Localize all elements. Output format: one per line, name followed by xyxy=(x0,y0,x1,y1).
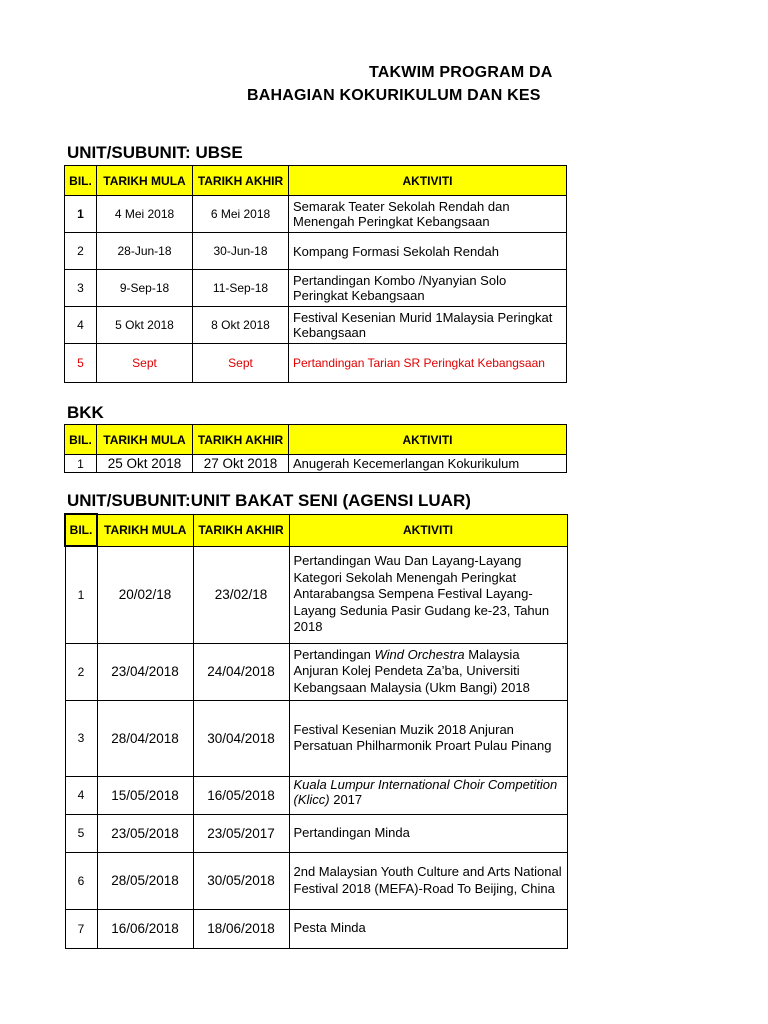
cell-bil: 4 xyxy=(65,307,97,344)
cell-bil: 2 xyxy=(65,233,97,270)
column-header-bil: BIL. xyxy=(65,425,97,455)
cell-tarikh-mula: 28-Jun-18 xyxy=(97,233,193,270)
cell-tarikh-mula: 9-Sep-18 xyxy=(97,270,193,307)
table-header-row xyxy=(65,514,567,546)
column-header-aktiviti: AKTIVITI xyxy=(289,425,567,455)
column-header-tarikh-mula: TARIKH MULA xyxy=(97,425,193,455)
cell-tarikh-akhir: 16/05/2018 xyxy=(193,776,289,814)
cell-bil: 5 xyxy=(65,344,97,383)
cell-tarikh-akhir: 30/05/2018 xyxy=(193,852,289,909)
cell-aktiviti: Festival Kesenian Muzik 2018 Anjuran Persatuan Philharmonik Proart Pulau Pinang xyxy=(289,700,567,776)
table-row xyxy=(65,852,567,909)
cell-tarikh-akhir: 18/06/2018 xyxy=(193,909,289,948)
table-row xyxy=(65,814,567,852)
column-header-tarikh-mula: TARIKH MULA xyxy=(97,166,193,196)
cell-tarikh-akhir: 8 Okt 2018 xyxy=(193,307,289,344)
cell-tarikh-mula: 15/05/2018 xyxy=(97,776,193,814)
aktiviti-text-italic: Kuala Lumpur International Choir Competition (Klicc) xyxy=(293,776,558,807)
cell-tarikh-mula: 16/06/2018 xyxy=(97,909,193,948)
table-row xyxy=(65,909,567,948)
cell-aktiviti: Pertandingan Kombo /Nyanyian Solo Peringkat Kebangsaan xyxy=(289,270,567,307)
cell-aktiviti: Semarak Teater Sekolah Rendah dan Menengah Peringkat Kebangsaan xyxy=(289,196,567,233)
cell-aktiviti: 2nd Malaysian Youth Culture and Arts National Festival 2018 (MEFA)-Road To Beijing, China xyxy=(289,852,567,909)
cell-aktiviti: Anugerah Kecemerlangan Kokurikulum xyxy=(289,455,567,473)
section-heading-ubse: UNIT/SUBUNIT: UBSE xyxy=(67,143,243,162)
column-header-bil: BIL. xyxy=(65,166,97,196)
cell-aktiviti xyxy=(289,643,567,700)
cell-bil: 2 xyxy=(65,643,97,700)
cell-tarikh-mula: 4 Mei 2018 xyxy=(97,196,193,233)
cell-bil: 3 xyxy=(65,700,97,776)
cell-bil: 6 xyxy=(65,852,97,909)
cell-tarikh-mula: 20/02/18 xyxy=(97,546,193,643)
table-row xyxy=(65,546,567,643)
table-row-highlighted xyxy=(65,344,567,383)
cell-aktiviti: Pertandingan Tarian SR Peringkat Kebangsaan xyxy=(289,344,567,383)
column-header-aktiviti: AKTIVITI xyxy=(289,514,567,546)
cell-tarikh-mula: 25 Okt 2018 xyxy=(97,455,193,473)
cell-tarikh-akhir: 27 Okt 2018 xyxy=(193,455,289,473)
cell-aktiviti: Festival Kesenian Murid 1Malaysia Peringkat Kebangsaan xyxy=(289,307,567,344)
cell-tarikh-akhir: Sept xyxy=(193,344,289,383)
cell-tarikh-akhir: 24/04/2018 xyxy=(193,643,289,700)
table-row xyxy=(65,307,567,344)
aktiviti-text: Pertandingan xyxy=(293,646,375,662)
cell-tarikh-mula: Sept xyxy=(97,344,193,383)
column-header-aktiviti: AKTIVITI xyxy=(289,166,567,196)
cell-bil: 5 xyxy=(65,814,97,852)
section-heading-bkk: BKK xyxy=(67,403,104,422)
cell-tarikh-akhir: 30-Jun-18 xyxy=(193,233,289,270)
cell-tarikh-mula: 23/05/2018 xyxy=(97,814,193,852)
cell-tarikh-mula: 5 Okt 2018 xyxy=(97,307,193,344)
bkk-table xyxy=(64,424,567,473)
cell-tarikh-akhir: 30/04/2018 xyxy=(193,700,289,776)
cell-bil: 4 xyxy=(65,776,97,814)
table-row xyxy=(65,643,567,700)
table-row xyxy=(65,233,567,270)
aktiviti-text: 2017 xyxy=(329,791,363,807)
cell-tarikh-akhir: 23/05/2017 xyxy=(193,814,289,852)
column-header-tarikh-mula: TARIKH MULA xyxy=(97,514,193,546)
document-title: TAKWIM PROGRAM DA xyxy=(369,64,553,81)
cell-tarikh-akhir: 23/02/18 xyxy=(193,546,289,643)
document-subtitle: BAHAGIAN KOKURIKULUM DAN KES xyxy=(247,87,541,104)
section-heading-bakat-seni: UNIT/SUBUNIT:UNIT BAKAT SENI (AGENSI LUAR) xyxy=(67,491,471,510)
cell-bil: 1 xyxy=(65,455,97,473)
cell-aktiviti xyxy=(289,776,567,814)
cell-bil: 3 xyxy=(65,270,97,307)
aktiviti-text: Malaysia Anjuran Kolej Pendeta Za’ba, Universiti Kebangsaan Malaysia (Ukm Bangi) 2018 xyxy=(293,646,530,695)
column-header-bil: BIL. xyxy=(65,514,97,546)
cell-tarikh-mula: 23/04/2018 xyxy=(97,643,193,700)
cell-tarikh-akhir: 6 Mei 2018 xyxy=(193,196,289,233)
column-header-tarikh-akhir: TARIKH AKHIR xyxy=(193,166,289,196)
bakat-seni-table xyxy=(64,513,568,949)
cell-bil: 1 xyxy=(65,546,97,643)
ubse-table xyxy=(64,165,567,383)
table-row xyxy=(65,776,567,814)
cell-bil: 1 xyxy=(65,196,97,233)
column-header-tarikh-akhir: TARIKH AKHIR xyxy=(193,514,289,546)
table-row xyxy=(65,455,567,473)
table-row xyxy=(65,270,567,307)
column-header-tarikh-akhir: TARIKH AKHIR xyxy=(193,425,289,455)
cell-bil: 7 xyxy=(65,909,97,948)
table-row xyxy=(65,196,567,233)
cell-aktiviti: Pertandingan Wau Dan Layang-Layang Kategori Sekolah Menengah Peringkat Antarabangsa Sempena Festival Layang-Layang Sedunia Pasir Gudang ke-23, Tahun 2018 xyxy=(289,546,567,643)
cell-tarikh-mula: 28/05/2018 xyxy=(97,852,193,909)
cell-aktiviti: Pesta Minda xyxy=(289,909,567,948)
table-header-row xyxy=(65,166,567,196)
aktiviti-text-italic: Wind Orchestra xyxy=(374,646,465,662)
cell-tarikh-mula: 28/04/2018 xyxy=(97,700,193,776)
table-row xyxy=(65,700,567,776)
cell-aktiviti: Kompang Formasi Sekolah Rendah xyxy=(289,233,567,270)
cell-tarikh-akhir: 11-Sep-18 xyxy=(193,270,289,307)
cell-aktiviti: Pertandingan Minda xyxy=(289,814,567,852)
table-header-row xyxy=(65,425,567,455)
